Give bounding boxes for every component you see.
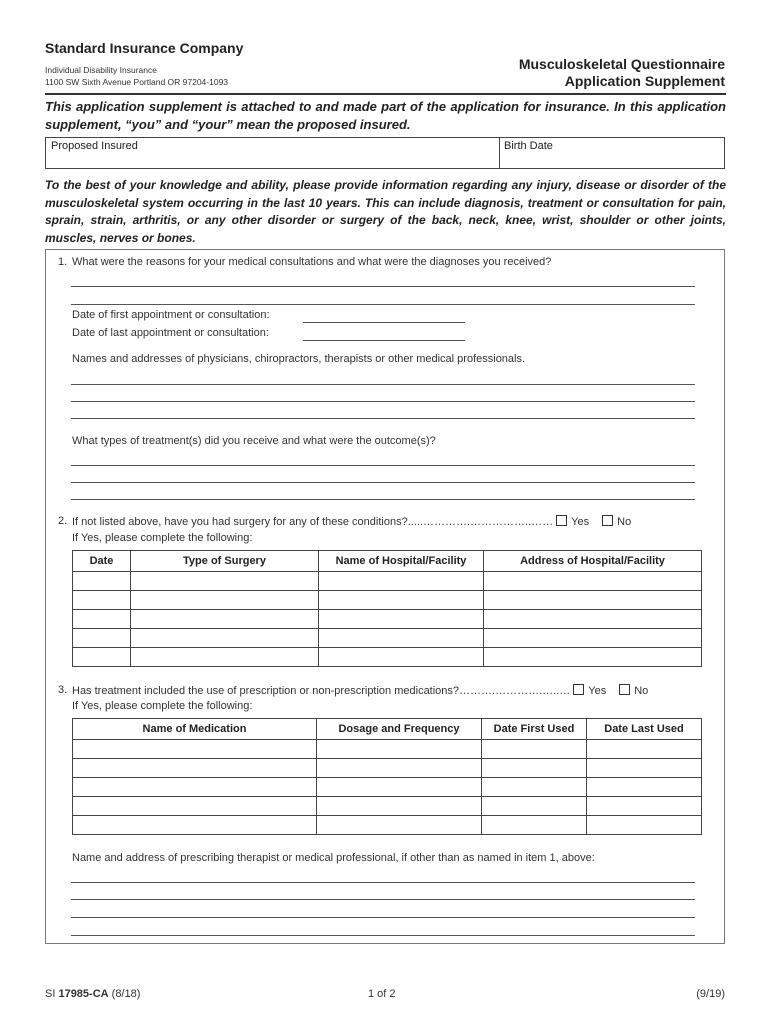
q2-question [72,515,631,528]
physicians-answer-line[interactable] [71,418,695,419]
q3-question-text: Has treatment included the use of prescription or non-prescription medications?……….………….…..… [72,685,571,697]
col-header-hospital-address: Address of Hospital/Facility [484,551,702,572]
revision-date: (9/19) [696,988,725,1000]
table-cell[interactable] [317,778,482,797]
surgery-table [72,550,702,667]
table-header-row [73,551,702,572]
title-line-1: Musculoskeletal Questionnaire [518,56,725,72]
table-row [73,629,702,648]
questionnaire-box [45,249,725,944]
title-line-2: Application Supplement [564,73,725,89]
field-divider [499,138,500,168]
col-header-dosage: Dosage and Frequency [317,719,482,740]
table-cell[interactable] [484,610,702,629]
last-appointment-field[interactable] [303,340,465,341]
company-name: Standard Insurance Company [45,40,244,56]
table-cell[interactable] [319,591,484,610]
q1-answer-line[interactable] [71,304,695,305]
instructions-text: To the best of your knowledge and ability, please provide information regarding any injury, disease or disorder of the musculoskeletal system occurring in the last 10 years. This can include diagnosis, treatment or consultation for pain, sprain, strain, arthritis, or any other disorder or surgery of the back, neck, knee, wrist, shoulder or other joints, muscles, nerves or bones. [45,178,726,245]
birth-date-label: Birth Date [504,140,553,152]
table-cell[interactable] [482,759,587,778]
col-header-hospital-name: Name of Hospital/Facility [319,551,484,572]
prescriber-label: Name and address of prescribing therapist or medical professional, if other than as named in item 1, above: [72,852,595,864]
treatments-answer-line[interactable] [71,465,695,466]
table-cell[interactable] [131,610,319,629]
table-row [73,610,702,629]
treatments-answer-line[interactable] [71,482,695,483]
q3-number: 3. [58,684,68,696]
table-cell[interactable] [484,629,702,648]
table-cell[interactable] [482,816,587,835]
table-cell[interactable] [587,816,702,835]
q3-yes-label: Yes [588,685,607,697]
table-cell[interactable] [482,778,587,797]
table-row [73,740,702,759]
company-address: 1100 SW Sixth Avenue Portland OR 97204-1093 [45,77,229,87]
table-header-row [73,719,702,740]
treatments-answer-line[interactable] [71,499,695,500]
table-cell[interactable] [317,797,482,816]
table-cell[interactable] [484,648,702,667]
q2-no-label: No [617,516,632,528]
table-cell[interactable] [482,797,587,816]
table-cell[interactable] [317,759,482,778]
table-row [73,759,702,778]
col-header-date: Date [73,551,131,572]
table-cell[interactable] [319,648,484,667]
prescriber-answer-line[interactable] [71,935,695,936]
table-cell[interactable] [73,759,317,778]
table-cell[interactable] [73,610,131,629]
prescriber-answer-line[interactable] [71,899,695,900]
table-cell[interactable] [73,591,131,610]
intro-text: This application supplement is attached to and made part of the application for insurance. In this application supplement, “you” and “your” mean the proposed insured. [45,99,726,132]
document-title [519,56,725,90]
table-cell[interactable] [131,629,319,648]
physicians-answer-line[interactable] [71,401,695,402]
q2-follow-text: If Yes, please complete the following: [72,532,253,544]
insured-info-box [45,137,725,169]
form-code: 17985-CA [58,988,109,1000]
q3-no-label: No [634,685,649,697]
q1-number: 1. [58,256,68,268]
table-cell[interactable] [587,759,702,778]
q3-yes-checkbox[interactable] [573,684,584,695]
table-row [73,648,702,667]
first-appointment-field[interactable] [303,322,465,323]
table-cell[interactable] [587,740,702,759]
proposed-insured-label: Proposed Insured [51,140,138,152]
table-cell[interactable] [317,816,482,835]
table-row [73,572,702,591]
q2-yes-label: Yes [571,516,590,528]
col-header-medication: Name of Medication [73,719,317,740]
table-cell[interactable] [131,648,319,667]
table-cell[interactable] [482,740,587,759]
q3-question [72,684,648,697]
last-appointment-label: Date of last appointment or consultation: [72,327,269,339]
physicians-label: Names and addresses of physicians, chiropractors, therapists or other medical professionals. [72,353,526,365]
col-header-date-last-used: Date Last Used [587,719,702,740]
medication-table [72,718,702,835]
table-cell[interactable] [484,591,702,610]
table-cell[interactable] [131,572,319,591]
q2-number: 2. [58,515,68,527]
page-number: 1 of 2 [368,988,396,1000]
form-number [45,988,140,1000]
table-row [73,591,702,610]
prescriber-answer-line[interactable] [71,882,695,883]
table-cell[interactable] [484,572,702,591]
q2-no-checkbox[interactable] [602,515,613,526]
table-cell[interactable] [73,629,131,648]
q1-answer-line[interactable] [71,286,695,287]
table-cell[interactable] [319,572,484,591]
table-cell[interactable] [131,591,319,610]
q3-follow-text: If Yes, please complete the following: [72,700,253,712]
table-cell[interactable] [317,740,482,759]
table-cell[interactable] [319,629,484,648]
table-cell[interactable] [73,797,317,816]
table-row [73,816,702,835]
prescriber-answer-line[interactable] [71,917,695,918]
division-name: Individual Disability Insurance [45,65,157,75]
q2-yes-checkbox[interactable] [556,515,567,526]
treatments-label: What types of treatment(s) did you receive and what were the outcome(s)? [72,435,436,447]
table-cell[interactable] [73,816,317,835]
col-header-type-of-surgery: Type of Surgery [131,551,319,572]
form-date: (8/18) [108,988,141,1000]
physicians-answer-line[interactable] [71,384,695,385]
col-header-date-first-used: Date First Used [482,719,587,740]
table-cell[interactable] [73,648,131,667]
header-rule [45,93,726,95]
first-appointment-label: Date of first appointment or consultation: [72,309,270,321]
table-cell[interactable] [587,778,702,797]
table-cell[interactable] [73,778,317,797]
table-cell[interactable] [587,797,702,816]
table-row [73,797,702,816]
table-cell[interactable] [73,572,131,591]
table-row [73,778,702,797]
form-prefix: SI [45,988,59,1000]
q1-question: What were the reasons for your medical consultations and what were the diagnoses you received? [72,256,552,268]
q2-question-text: If not listed above, have you had surgery for any of these conditions?.....………….……………..…… [72,516,554,528]
table-cell[interactable] [319,610,484,629]
table-cell[interactable] [73,740,317,759]
q3-no-checkbox[interactable] [619,684,630,695]
